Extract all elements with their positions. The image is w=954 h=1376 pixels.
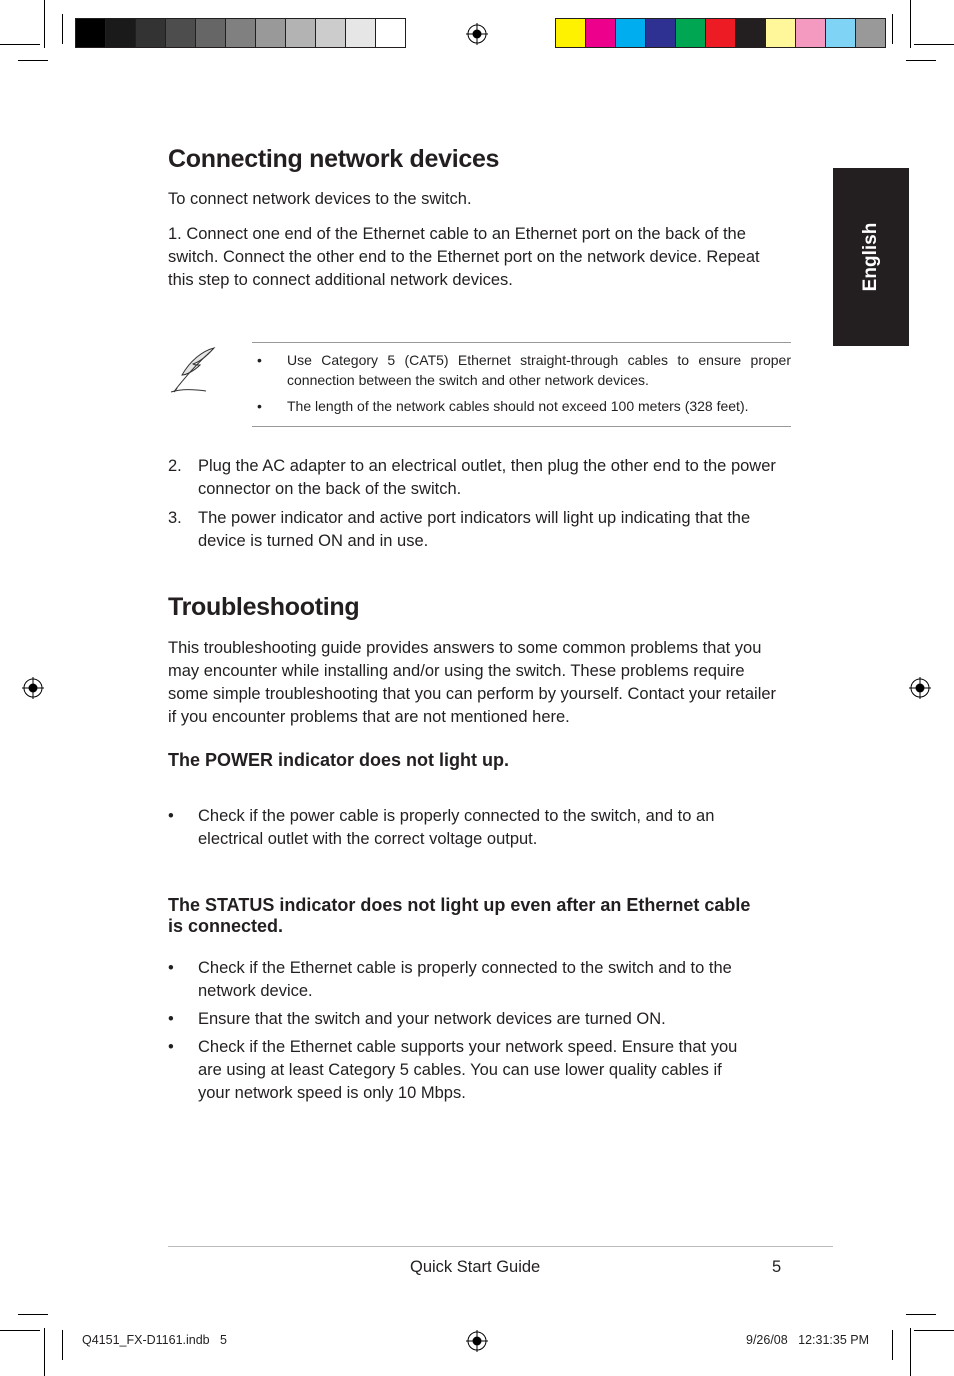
color-swatch [556, 19, 586, 47]
step-line: connector on the back of the switch. [198, 480, 462, 498]
color-swatch [676, 19, 706, 47]
note-line: Use Category 5 (CAT5) Ethernet straight-through cables to ensure proper [287, 352, 791, 368]
registration-mark-icon [909, 677, 931, 699]
issue-heading-line: The STATUS indicator does not light up even after an Ethernet cable [168, 895, 751, 915]
quill-pen-icon [168, 345, 218, 395]
bullet-line: your network speed is only 10 Mbps. [198, 1084, 466, 1102]
bullet-marker: • [257, 398, 262, 414]
issue-heading-line: is connected. [168, 916, 284, 936]
step-line: The power indicator and active port indicators will light up indicating that the [198, 509, 751, 527]
color-swatch [646, 19, 676, 47]
intro-line: This troubleshooting guide provides answers to some common problems that you [168, 639, 762, 657]
section-title-connecting: Connecting network devices [168, 145, 500, 173]
bullet-marker: • [168, 959, 174, 977]
page-number: 5 [772, 1258, 782, 1276]
bullet-line: Ensure that the switch and your network devices are turned ON. [198, 1010, 666, 1028]
color-swatch-bar [555, 18, 886, 48]
section-title-troubleshooting: Troubleshooting [168, 593, 360, 621]
bullet-line: Check if the Ethernet cable is properly connected to the switch and to the [198, 959, 732, 977]
color-swatch [196, 19, 226, 47]
note-box [252, 342, 791, 427]
color-swatch [136, 19, 166, 47]
troubleshooting-intro [168, 637, 793, 729]
intro-line: may encounter while installing and/or using the switch. These problems require [168, 662, 745, 680]
bullet-line: electrical outlet with the correct voltage output. [198, 830, 538, 848]
bullet-marker: • [168, 807, 174, 825]
registration-mark-icon [466, 23, 488, 45]
gray-swatch-bar [75, 18, 406, 48]
slug-timestamp: 9/26/08 12:31:35 PM [746, 1333, 870, 1347]
note-line: The length of the network cables should not exceed 100 meters (328 feet). [287, 398, 749, 414]
language-tab [833, 168, 909, 346]
bullet-marker: • [168, 1038, 174, 1056]
step-1-line: 1. Connect one end of the Ethernet cable to an Ethernet port on the back of the [168, 225, 746, 243]
color-swatch [376, 19, 405, 47]
bullet-marker: • [168, 1010, 174, 1028]
step-1-line: switch. Connect the other end to the Ethernet port on the network device. Repeat [168, 248, 760, 266]
color-swatch [706, 19, 736, 47]
color-swatch [316, 19, 346, 47]
step-1-line: this step to connect additional network devices. [168, 271, 513, 289]
step-line: Plug the AC adapter to an electrical outlet, then plug the other end to the power [198, 457, 776, 475]
color-swatch [256, 19, 286, 47]
intro-line: some simple troubleshooting that you can perform by yourself. Contact your retailer [168, 685, 777, 703]
footer-guide-title: Quick Start Guide [410, 1258, 541, 1276]
color-swatch [586, 19, 616, 47]
step-number: 2. [168, 457, 182, 475]
color-swatch [856, 19, 885, 47]
footer-rule [168, 1246, 833, 1247]
color-swatch [106, 19, 136, 47]
bullet-line: Check if the Ethernet cable supports your network speed. Ensure that you [198, 1038, 738, 1056]
issue-heading-status [168, 895, 808, 937]
step-1-paragraph [168, 223, 793, 292]
note-line: connection between the switch and other network devices. [287, 372, 649, 388]
color-swatch [796, 19, 826, 47]
color-swatch [286, 19, 316, 47]
language-tab-label: English [860, 222, 881, 292]
registration-mark-icon [466, 1330, 488, 1352]
bullet-line: are using at least Category 5 cables. You can use lower quality cables if [198, 1061, 722, 1079]
step-line: device is turned ON and in use. [198, 532, 429, 550]
bullet-line: Check if the power cable is properly connected to the switch, and to an [198, 807, 715, 825]
step-number: 3. [168, 509, 182, 527]
registration-mark-icon [22, 677, 44, 699]
color-swatch [166, 19, 196, 47]
color-swatch [226, 19, 256, 47]
section-intro: To connect network devices to the switch. [168, 190, 472, 208]
color-swatch [76, 19, 106, 47]
intro-line: if you encounter problems that are not mentioned here. [168, 708, 570, 726]
bullet-marker: • [257, 352, 262, 368]
slug-filename: Q4151_FX-D1161.indb 5 [82, 1333, 228, 1347]
color-swatch [826, 19, 856, 47]
color-swatch [766, 19, 796, 47]
color-swatch [346, 19, 376, 47]
color-swatch [736, 19, 766, 47]
issue-heading-power: The POWER indicator does not light up. [168, 750, 509, 770]
color-swatch [616, 19, 646, 47]
bullet-line: network device. [198, 982, 313, 1000]
